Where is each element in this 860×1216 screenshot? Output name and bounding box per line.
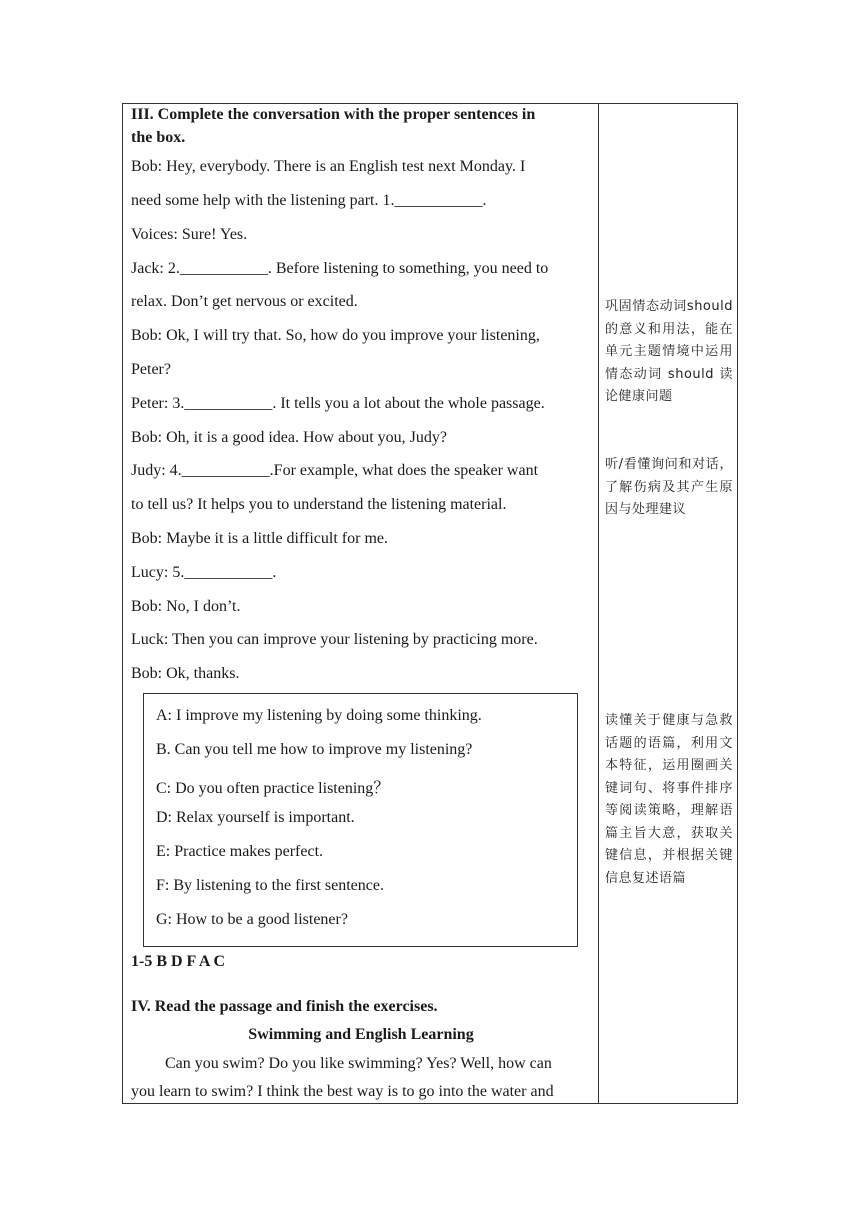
option-c: C: Do you often practice listening？ (156, 780, 390, 797)
lesson-table (122, 103, 738, 1104)
section4-heading: IV. Read the passage and finish the exercises. (131, 998, 438, 1015)
passage-line: Can you swim? Do you like swimming? Yes? Well, how can (165, 1055, 552, 1072)
dialogue-line: need some help with the listening part. 1.___________. (131, 192, 487, 209)
dialogue-line: to tell us? It helps you to understand the listening material. (131, 496, 507, 513)
dialogue-line: Bob: Maybe it is a little difficult for me. (131, 530, 388, 547)
option-e: E: Practice makes perfect. (156, 843, 324, 860)
dialogue-line: Bob: Hey, everybody. There is an English test next Monday. I (131, 158, 526, 175)
options-box (143, 693, 578, 947)
dialogue-line: Peter: 3.___________. It tells you a lot about the whole passage. (131, 395, 545, 412)
option-b: B. Can you tell me how to improve my listening? (156, 741, 473, 758)
answer-key: 1-5 B D F A C (131, 953, 226, 970)
side-note-reading: 读懂关于健康与急救话题的语篇，利用文本特征，运用圈画关键词句、将事件排序等阅读策略，理解语篇主旨大意，获取关键信息，并根据关键信息复述语篇 (605, 713, 733, 886)
dialogue-line: Luck: Then you can improve your listening by practicing more. (131, 631, 538, 648)
passage-line: you learn to swim? I think the best way is to go into the water and (131, 1083, 554, 1100)
dialogue-line: Lucy: 5.___________. (131, 564, 277, 581)
section3-heading-line2: the box. (131, 129, 186, 146)
dialogue-line: Bob: Oh, it is a good idea. How about you, Judy? (131, 429, 447, 446)
dialogue-line: Voices: Sure! Yes. (131, 226, 248, 243)
dialogue-line: Judy: 4.___________.For example, what does the speaker want (131, 462, 539, 479)
side-note-grammar: 巩固情态动词should 的意义和用法，能在单元主题情境中运用情态动词 should 读论健康问题 (605, 299, 733, 404)
section3-heading-line1: III. Complete the conversation with the proper sentences in (131, 106, 536, 123)
option-a: A: I improve my listening by doing some thinking. (156, 707, 482, 724)
dialogue-line: Bob: Ok, thanks. (131, 665, 240, 682)
dialogue-line: Bob: No, I don’t. (131, 598, 241, 615)
side-note-listening: 听/看懂询问和对话，了解伤病及其产生原因与处理建议 (605, 457, 733, 517)
option-d: D: Relax yourself is important. (156, 809, 355, 826)
dialogue-line: Peter? (131, 361, 171, 378)
passage-title: Swimming and English Learning (248, 1026, 474, 1043)
option-f: F: By listening to the first sentence. (156, 877, 384, 894)
column-divider (598, 104, 599, 1103)
dialogue-line: Jack: 2.___________. Before listening to something, you need to (131, 260, 549, 277)
dialogue-line: relax. Don’t get nervous or excited. (131, 293, 358, 310)
option-g: G: How to be a good listener? (156, 911, 348, 928)
dialogue-line: Bob: Ok, I will try that. So, how do you improve your listening, (131, 327, 540, 344)
